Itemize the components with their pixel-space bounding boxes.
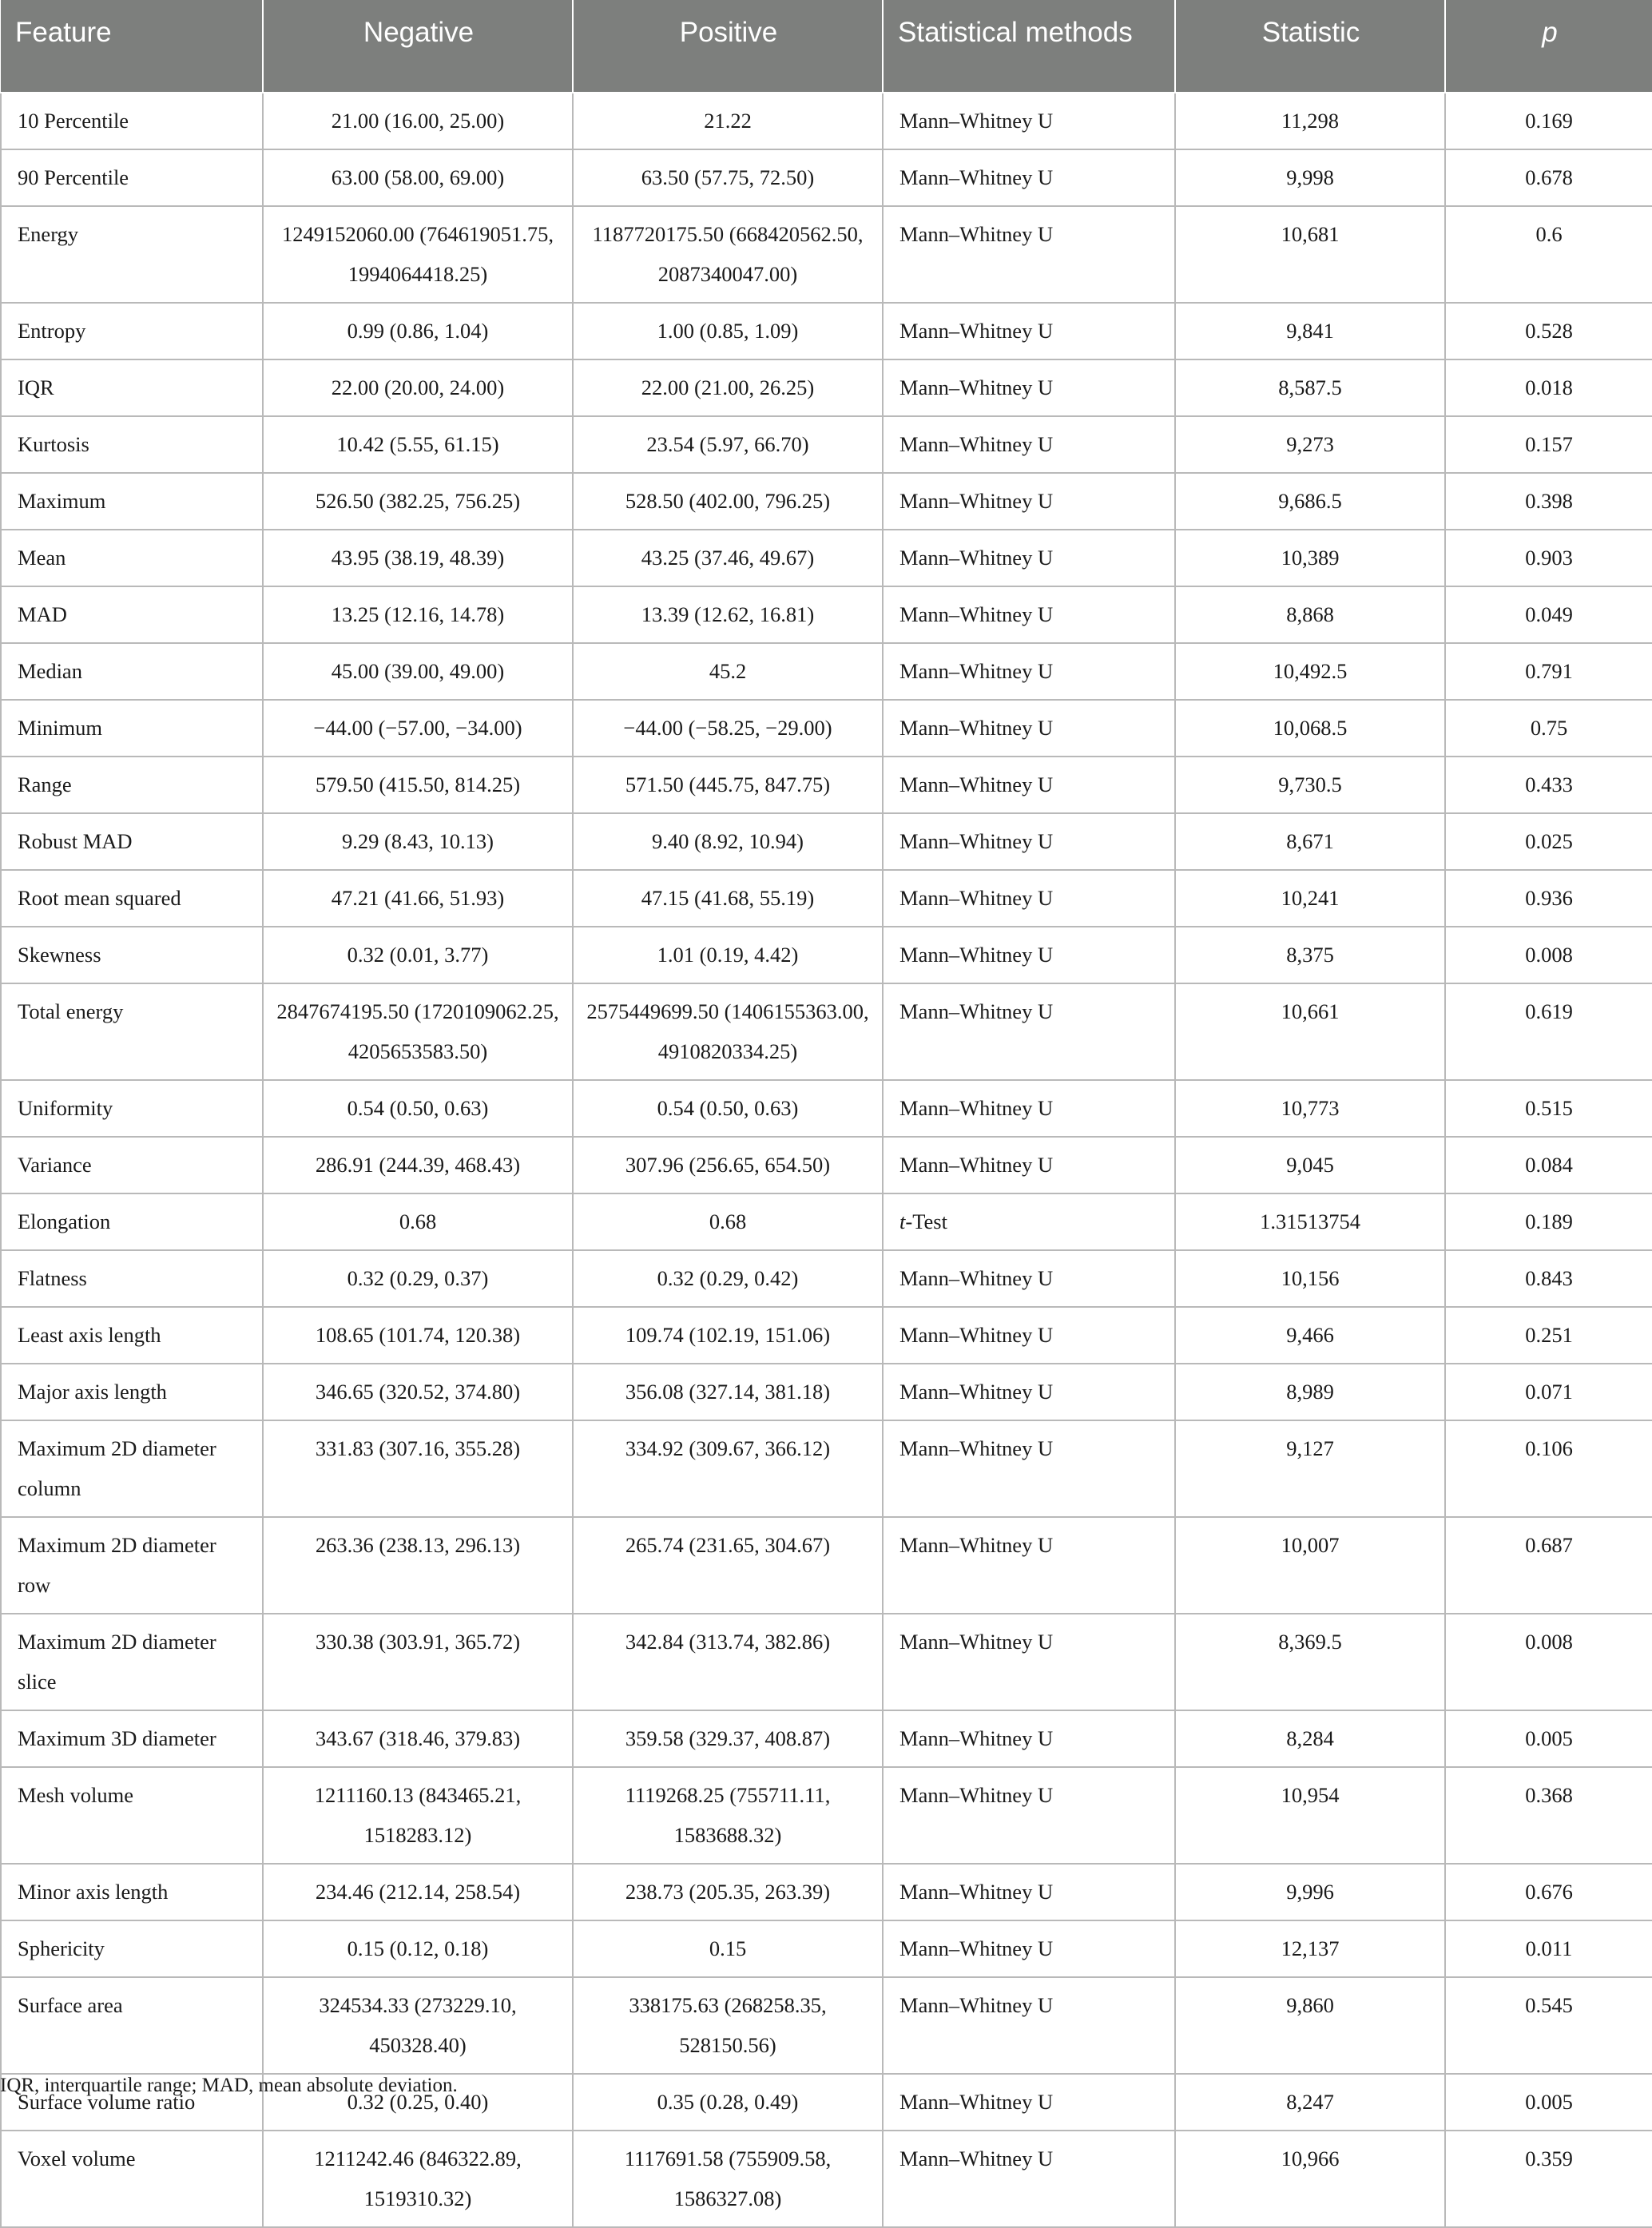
cell-negative: 0.32 (0.25, 0.40) xyxy=(263,2074,573,2131)
cell-p-value: 0.368 xyxy=(1445,1767,1652,1864)
table-row xyxy=(1,93,1652,149)
cell-feature: MAD xyxy=(1,586,263,643)
cell-negative: 1249152060.00 (764619051.75, 1994064418.25) xyxy=(263,206,573,303)
cell-p-value: 0.545 xyxy=(1445,1977,1652,2074)
cell-negative: 0.68 xyxy=(263,1193,573,1250)
cell-positive: 571.50 (445.75, 847.75) xyxy=(573,757,883,813)
cell-negative: 330.38 (303.91, 365.72) xyxy=(263,1614,573,1710)
cell-negative: 263.36 (238.13, 296.13) xyxy=(263,1517,573,1614)
cell-negative: 234.46 (212.14, 258.54) xyxy=(263,1864,573,1920)
cell-p-value: 0.528 xyxy=(1445,303,1652,359)
cell-positive: 13.39 (12.62, 16.81) xyxy=(573,586,883,643)
table-row xyxy=(1,530,1652,586)
cell-positive: 1187720175.50 (668420562.50, 2087340047.00) xyxy=(573,206,883,303)
cell-statistic: 10,389 xyxy=(1175,530,1445,586)
cell-p-value: 0.433 xyxy=(1445,757,1652,813)
cell-statistic: 8,369.5 xyxy=(1175,1614,1445,1710)
cell-p-value: 0.676 xyxy=(1445,1864,1652,1920)
table-row xyxy=(1,1517,1652,1614)
cell-p-value: 0.75 xyxy=(1445,700,1652,757)
cell-positive: 1117691.58 (755909.58, 1586327.08) xyxy=(573,2131,883,2227)
cell-negative: 63.00 (58.00, 69.00) xyxy=(263,149,573,206)
cell-statistical-method: Mann–Whitney U xyxy=(883,149,1175,206)
cell-statistic: 8,868 xyxy=(1175,586,1445,643)
cell-statistic: 8,247 xyxy=(1175,2074,1445,2131)
cell-statistical-method: Mann–Whitney U xyxy=(883,586,1175,643)
cell-statistic: 10,156 xyxy=(1175,1250,1445,1307)
table-row xyxy=(1,1420,1652,1517)
cell-positive: 0.54 (0.50, 0.63) xyxy=(573,1080,883,1137)
cell-feature: Voxel volume xyxy=(1,2131,263,2227)
cell-positive: 356.08 (327.14, 381.18) xyxy=(573,1364,883,1420)
cell-negative: 579.50 (415.50, 814.25) xyxy=(263,757,573,813)
cell-statistic: 11,298 xyxy=(1175,93,1445,149)
cell-statistic: 10,681 xyxy=(1175,206,1445,303)
cell-statistical-method: Mann–Whitney U xyxy=(883,983,1175,1080)
cell-statistic: 10,661 xyxy=(1175,983,1445,1080)
cell-positive: 334.92 (309.67, 366.12) xyxy=(573,1420,883,1517)
cell-feature: Skewness xyxy=(1,927,263,983)
cell-statistical-method: Mann–Whitney U xyxy=(883,2131,1175,2227)
cell-negative: 9.29 (8.43, 10.13) xyxy=(263,813,573,870)
cell-statistical-method: Mann–Whitney U xyxy=(883,700,1175,757)
cell-negative: 343.67 (318.46, 379.83) xyxy=(263,1710,573,1767)
cell-statistic: 9,996 xyxy=(1175,1864,1445,1920)
cell-p-value: 0.005 xyxy=(1445,2074,1652,2131)
cell-statistic: 9,127 xyxy=(1175,1420,1445,1517)
cell-negative: −44.00 (−57.00, −34.00) xyxy=(263,700,573,757)
cell-statistical-method: Mann–Whitney U xyxy=(883,1364,1175,1420)
cell-feature: Mesh volume xyxy=(1,1767,263,1864)
cell-positive: 23.54 (5.97, 66.70) xyxy=(573,416,883,473)
cell-p-value: 0.169 xyxy=(1445,93,1652,149)
table-row xyxy=(1,983,1652,1080)
cell-p-value: 0.084 xyxy=(1445,1137,1652,1193)
cell-positive: 265.74 (231.65, 304.67) xyxy=(573,1517,883,1614)
cell-statistical-method: Mann–Whitney U xyxy=(883,643,1175,700)
cell-negative: 324534.33 (273229.10, 450328.40) xyxy=(263,1977,573,2074)
cell-positive: 21.22 xyxy=(573,93,883,149)
cell-feature: Least axis length xyxy=(1,1307,263,1364)
cell-positive: 22.00 (21.00, 26.25) xyxy=(573,359,883,416)
cell-statistical-method: Mann–Whitney U xyxy=(883,927,1175,983)
cell-p-value: 0.791 xyxy=(1445,643,1652,700)
cell-negative: 13.25 (12.16, 14.78) xyxy=(263,586,573,643)
table-row xyxy=(1,813,1652,870)
cell-feature: Range xyxy=(1,757,263,813)
cell-positive: 1.01 (0.19, 4.42) xyxy=(573,927,883,983)
table-row xyxy=(1,1080,1652,1137)
cell-negative: 526.50 (382.25, 756.25) xyxy=(263,473,573,530)
cell-negative: 1211160.13 (843465.21, 1518283.12) xyxy=(263,1767,573,1864)
cell-feature: Maximum 2D diameter row xyxy=(1,1517,263,1614)
cell-negative: 346.65 (320.52, 374.80) xyxy=(263,1364,573,1420)
cell-negative: 22.00 (20.00, 24.00) xyxy=(263,359,573,416)
cell-feature: 90 Percentile xyxy=(1,149,263,206)
table-row xyxy=(1,643,1652,700)
table-row xyxy=(1,927,1652,983)
cell-statistic: 9,841 xyxy=(1175,303,1445,359)
cell-feature: Maximum 3D diameter xyxy=(1,1710,263,1767)
cell-statistical-method: Mann–Whitney U xyxy=(883,1767,1175,1864)
cell-p-value: 0.005 xyxy=(1445,1710,1652,1767)
cell-statistic: 9,466 xyxy=(1175,1307,1445,1364)
cell-p-value: 0.6 xyxy=(1445,206,1652,303)
cell-feature: Mean xyxy=(1,530,263,586)
cell-statistical-method: Mann–Whitney U xyxy=(883,2074,1175,2131)
cell-statistical-method: Mann–Whitney U xyxy=(883,1137,1175,1193)
table-row xyxy=(1,1364,1652,1420)
cell-negative: 0.32 (0.01, 3.77) xyxy=(263,927,573,983)
cell-statistic: 9,860 xyxy=(1175,1977,1445,2074)
cell-negative: 43.95 (38.19, 48.39) xyxy=(263,530,573,586)
table-row xyxy=(1,870,1652,927)
header-row xyxy=(1,0,1652,93)
table-row xyxy=(1,1614,1652,1710)
cell-positive: 307.96 (256.65, 654.50) xyxy=(573,1137,883,1193)
table-footnote: IQR, interquartile range; MAD, mean absolute deviation. xyxy=(0,2075,458,2096)
table-row xyxy=(1,700,1652,757)
cell-p-value: 0.619 xyxy=(1445,983,1652,1080)
cell-statistical-method: Mann–Whitney U xyxy=(883,530,1175,586)
cell-p-value: 0.157 xyxy=(1445,416,1652,473)
cell-negative: 2847674195.50 (1720109062.25, 4205653583.50) xyxy=(263,983,573,1080)
cell-statistic: 8,587.5 xyxy=(1175,359,1445,416)
cell-statistical-method: Mann–Whitney U xyxy=(883,1517,1175,1614)
cell-positive: 47.15 (41.68, 55.19) xyxy=(573,870,883,927)
header-feature: Feature xyxy=(1,0,263,93)
cell-statistical-method: Mann–Whitney U xyxy=(883,1864,1175,1920)
cell-p-value: 0.515 xyxy=(1445,1080,1652,1137)
cell-statistic: 12,137 xyxy=(1175,1920,1445,1977)
cell-statistical-method: Mann–Whitney U xyxy=(883,93,1175,149)
cell-negative: 0.54 (0.50, 0.63) xyxy=(263,1080,573,1137)
cell-statistical-method: Mann–Whitney U xyxy=(883,1080,1175,1137)
cell-feature: Sphericity xyxy=(1,1920,263,1977)
table-row xyxy=(1,149,1652,206)
cell-positive: 0.32 (0.29, 0.42) xyxy=(573,1250,883,1307)
cell-statistic: 9,998 xyxy=(1175,149,1445,206)
cell-positive: 0.35 (0.28, 0.49) xyxy=(573,2074,883,2131)
header-statistic: Statistic xyxy=(1175,0,1445,93)
header-positive: Positive xyxy=(573,0,883,93)
cell-statistical-method: Mann–Whitney U xyxy=(883,1977,1175,2074)
cell-statistic: 8,375 xyxy=(1175,927,1445,983)
cell-feature: Energy xyxy=(1,206,263,303)
cell-feature: Maximum xyxy=(1,473,263,530)
table-row xyxy=(1,473,1652,530)
table-row xyxy=(1,1250,1652,1307)
cell-feature: 10 Percentile xyxy=(1,93,263,149)
header-statistical-methods: Statistical methods xyxy=(883,0,1175,93)
cell-feature: IQR xyxy=(1,359,263,416)
table-row xyxy=(1,1193,1652,1250)
cell-negative: 21.00 (16.00, 25.00) xyxy=(263,93,573,149)
cell-positive: 359.58 (329.37, 408.87) xyxy=(573,1710,883,1767)
cell-feature: Maximum 2D diameter slice xyxy=(1,1614,263,1710)
table-row xyxy=(1,303,1652,359)
cell-statistic: 8,671 xyxy=(1175,813,1445,870)
cell-positive: 0.68 xyxy=(573,1193,883,1250)
cell-p-value: 0.049 xyxy=(1445,586,1652,643)
cell-p-value: 0.251 xyxy=(1445,1307,1652,1364)
t-test-letter: t xyxy=(899,1209,906,1233)
cell-feature: Maximum 2D diameter column xyxy=(1,1420,263,1517)
cell-statistic: 10,068.5 xyxy=(1175,700,1445,757)
cell-statistical-method: Mann–Whitney U xyxy=(883,1920,1175,1977)
cell-positive: 43.25 (37.46, 49.67) xyxy=(573,530,883,586)
cell-statistical-method: Mann–Whitney U xyxy=(883,473,1175,530)
cell-statistical-method: Mann–Whitney U xyxy=(883,206,1175,303)
cell-statistical-method: Mann–Whitney U xyxy=(883,1307,1175,1364)
cell-statistic: 9,686.5 xyxy=(1175,473,1445,530)
cell-p-value: 0.106 xyxy=(1445,1420,1652,1517)
cell-p-value: 0.011 xyxy=(1445,1920,1652,1977)
cell-statistical-method: Mann–Whitney U xyxy=(883,813,1175,870)
cell-negative: 47.21 (41.66, 51.93) xyxy=(263,870,573,927)
cell-p-value: 0.018 xyxy=(1445,359,1652,416)
cell-statistic: 8,284 xyxy=(1175,1710,1445,1767)
cell-feature: Uniformity xyxy=(1,1080,263,1137)
cell-statistical-method: Mann–Whitney U xyxy=(883,359,1175,416)
cell-positive: 338175.63 (268258.35, 528150.56) xyxy=(573,1977,883,2074)
cell-positive: 45.2 xyxy=(573,643,883,700)
cell-statistic: 1.31513754 xyxy=(1175,1193,1445,1250)
cell-statistical-method: Mann–Whitney U xyxy=(883,870,1175,927)
table-header xyxy=(1,0,1652,93)
cell-positive: 2575449699.50 (1406155363.00, 4910820334.25) xyxy=(573,983,883,1080)
table-row xyxy=(1,586,1652,643)
cell-negative: 45.00 (39.00, 49.00) xyxy=(263,643,573,700)
table-row xyxy=(1,1864,1652,1920)
table-row xyxy=(1,206,1652,303)
cell-statistic: 9,273 xyxy=(1175,416,1445,473)
cell-p-value: 0.189 xyxy=(1445,1193,1652,1250)
cell-feature: Minor axis length xyxy=(1,1864,263,1920)
cell-positive: 1119268.25 (755711.11, 1583688.32) xyxy=(573,1767,883,1864)
cell-p-value: 0.008 xyxy=(1445,927,1652,983)
cell-statistic: 10,492.5 xyxy=(1175,643,1445,700)
cell-positive: 9.40 (8.92, 10.94) xyxy=(573,813,883,870)
cell-feature: Variance xyxy=(1,1137,263,1193)
cell-positive: 238.73 (205.35, 263.39) xyxy=(573,1864,883,1920)
table-row xyxy=(1,359,1652,416)
cell-statistic: 9,045 xyxy=(1175,1137,1445,1193)
table-body xyxy=(1,93,1652,2227)
cell-statistical-method: Mann–Whitney U xyxy=(883,1420,1175,1517)
cell-statistic: 10,241 xyxy=(1175,870,1445,927)
cell-feature: Surface area xyxy=(1,1977,263,2074)
cell-statistic: 10,773 xyxy=(1175,1080,1445,1137)
cell-feature: Flatness xyxy=(1,1250,263,1307)
cell-negative: 0.99 (0.86, 1.04) xyxy=(263,303,573,359)
cell-p-value: 0.678 xyxy=(1445,149,1652,206)
cell-negative: 108.65 (101.74, 120.38) xyxy=(263,1307,573,1364)
cell-statistical-method: Mann–Whitney U xyxy=(883,1710,1175,1767)
cell-p-value: 0.903 xyxy=(1445,530,1652,586)
cell-negative: 286.91 (244.39, 468.43) xyxy=(263,1137,573,1193)
table-row xyxy=(1,1920,1652,1977)
cell-negative: 1211242.46 (846322.89, 1519310.32) xyxy=(263,2131,573,2227)
cell-feature: Minimum xyxy=(1,700,263,757)
cell-feature: Median xyxy=(1,643,263,700)
cell-p-value: 0.398 xyxy=(1445,473,1652,530)
cell-p-value: 0.687 xyxy=(1445,1517,1652,1614)
cell-negative: 0.15 (0.12, 0.18) xyxy=(263,1920,573,1977)
header-negative: Negative xyxy=(263,0,573,93)
cell-statistical-method: Mann–Whitney U xyxy=(883,303,1175,359)
table-row xyxy=(1,416,1652,473)
cell-statistic: 10,966 xyxy=(1175,2131,1445,2227)
table-row xyxy=(1,1137,1652,1193)
cell-statistical-method: Mann–Whitney U xyxy=(883,1614,1175,1710)
cell-feature: Elongation xyxy=(1,1193,263,1250)
table-row xyxy=(1,757,1652,813)
cell-statistic: 10,954 xyxy=(1175,1767,1445,1864)
cell-p-value: 0.843 xyxy=(1445,1250,1652,1307)
cell-feature: Entropy xyxy=(1,303,263,359)
table-row xyxy=(1,1710,1652,1767)
cell-negative: 10.42 (5.55, 61.15) xyxy=(263,416,573,473)
cell-statistical-method: Mann–Whitney U xyxy=(883,1250,1175,1307)
cell-positive: 109.74 (102.19, 151.06) xyxy=(573,1307,883,1364)
cell-positive: 1.00 (0.85, 1.09) xyxy=(573,303,883,359)
cell-statistic: 8,989 xyxy=(1175,1364,1445,1420)
cell-p-value: 0.359 xyxy=(1445,2131,1652,2227)
cell-statistic: 10,007 xyxy=(1175,1517,1445,1614)
cell-negative: 331.83 (307.16, 355.28) xyxy=(263,1420,573,1517)
cell-feature: Surface volume ratio xyxy=(1,2074,263,2131)
cell-negative: 0.32 (0.29, 0.37) xyxy=(263,1250,573,1307)
cell-statistical-method: Mann–Whitney U xyxy=(883,416,1175,473)
cell-p-value: 0.071 xyxy=(1445,1364,1652,1420)
cell-positive: 528.50 (402.00, 796.25) xyxy=(573,473,883,530)
cell-positive: 0.15 xyxy=(573,1920,883,1977)
cell-feature: Total energy xyxy=(1,983,263,1080)
cell-feature: Major axis length xyxy=(1,1364,263,1420)
cell-statistical-method: t-Test xyxy=(883,1193,1175,1250)
cell-statistical-method: Mann–Whitney U xyxy=(883,757,1175,813)
table-row xyxy=(1,1977,1652,2074)
cell-positive: 63.50 (57.75, 72.50) xyxy=(573,149,883,206)
table-row xyxy=(1,2131,1652,2227)
table-row xyxy=(1,1767,1652,1864)
cell-feature: Root mean squared xyxy=(1,870,263,927)
cell-p-value: 0.008 xyxy=(1445,1614,1652,1710)
cell-p-value: 0.025 xyxy=(1445,813,1652,870)
cell-statistic: 9,730.5 xyxy=(1175,757,1445,813)
cell-p-value: 0.936 xyxy=(1445,870,1652,927)
cell-positive: 342.84 (313.74, 382.86) xyxy=(573,1614,883,1710)
cell-feature: Robust MAD xyxy=(1,813,263,870)
header-p-value: p xyxy=(1445,0,1652,93)
cell-positive: −44.00 (−58.25, −29.00) xyxy=(573,700,883,757)
table-row xyxy=(1,1307,1652,1364)
cell-feature: Kurtosis xyxy=(1,416,263,473)
